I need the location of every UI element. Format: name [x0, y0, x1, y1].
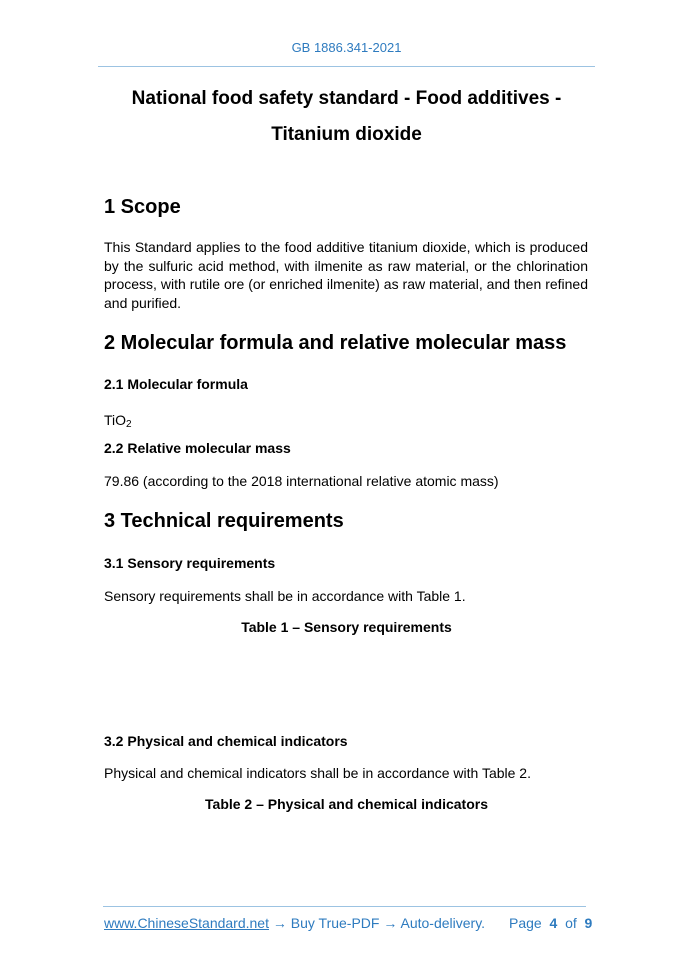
molecular-mass-text: 79.86 (according to the 2018 international relative atomic mass) — [104, 473, 499, 489]
section-2-heading: 2 Molecular formula and relative molecular mass — [104, 332, 567, 354]
table-1-caption: Table 1 – Sensory requirements — [241, 619, 452, 635]
page-number: Page 4 of 9 — [509, 915, 593, 931]
total-pages: 9 — [584, 915, 593, 931]
scope-paragraph: This Standard applies to the food additive titanium dioxide, which is produced by the sulfuric acid method, with ilmenite as raw material, or the chlorination process, with rutile ore (or enriched ilmenite) as raw material, and then refined and purified. — [104, 239, 588, 312]
header-divider — [98, 66, 595, 67]
section-2-2-heading: 2.2 Relative molecular mass — [104, 440, 291, 456]
section-3-2-heading: 3.2 Physical and chemical indicators — [104, 733, 348, 749]
document-title-line1: National food safety standard - Food additives - — [131, 88, 562, 109]
section-3-1-heading: 3.1 Sensory requirements — [104, 555, 276, 571]
table-2-caption: Table 2 – Physical and chemical indicators — [205, 796, 488, 812]
buy-true-pdf-text: Buy True-PDF — [290, 915, 380, 931]
sensory-text: Sensory requirements shall be in accordance with Table 1. — [104, 588, 466, 604]
section-2-1-heading: 2.1 Molecular formula — [104, 376, 248, 392]
chinesestandard-link[interactable]: www.ChineseStandard.net — [104, 915, 269, 931]
footer-promo — [104, 915, 485, 931]
section-1-heading: 1 Scope — [104, 196, 181, 218]
physical-chemical-text: Physical and chemical indicators shall be in accordance with Table 2. — [104, 765, 531, 781]
section-3-heading: 3 Technical requirements — [104, 510, 344, 532]
arrow-icon: → — [383, 915, 398, 931]
auto-delivery-text: Auto-delivery. — [400, 915, 486, 931]
document-code-header: GB 1886.341-2021 — [291, 40, 402, 55]
arrow-icon: → — [272, 915, 287, 931]
current-page: 4 — [549, 915, 558, 931]
document-title-line2: Titanium dioxide — [271, 124, 422, 145]
molecular-formula: TiO$_2$ — [104, 412, 132, 430]
footer-divider — [103, 906, 586, 907]
